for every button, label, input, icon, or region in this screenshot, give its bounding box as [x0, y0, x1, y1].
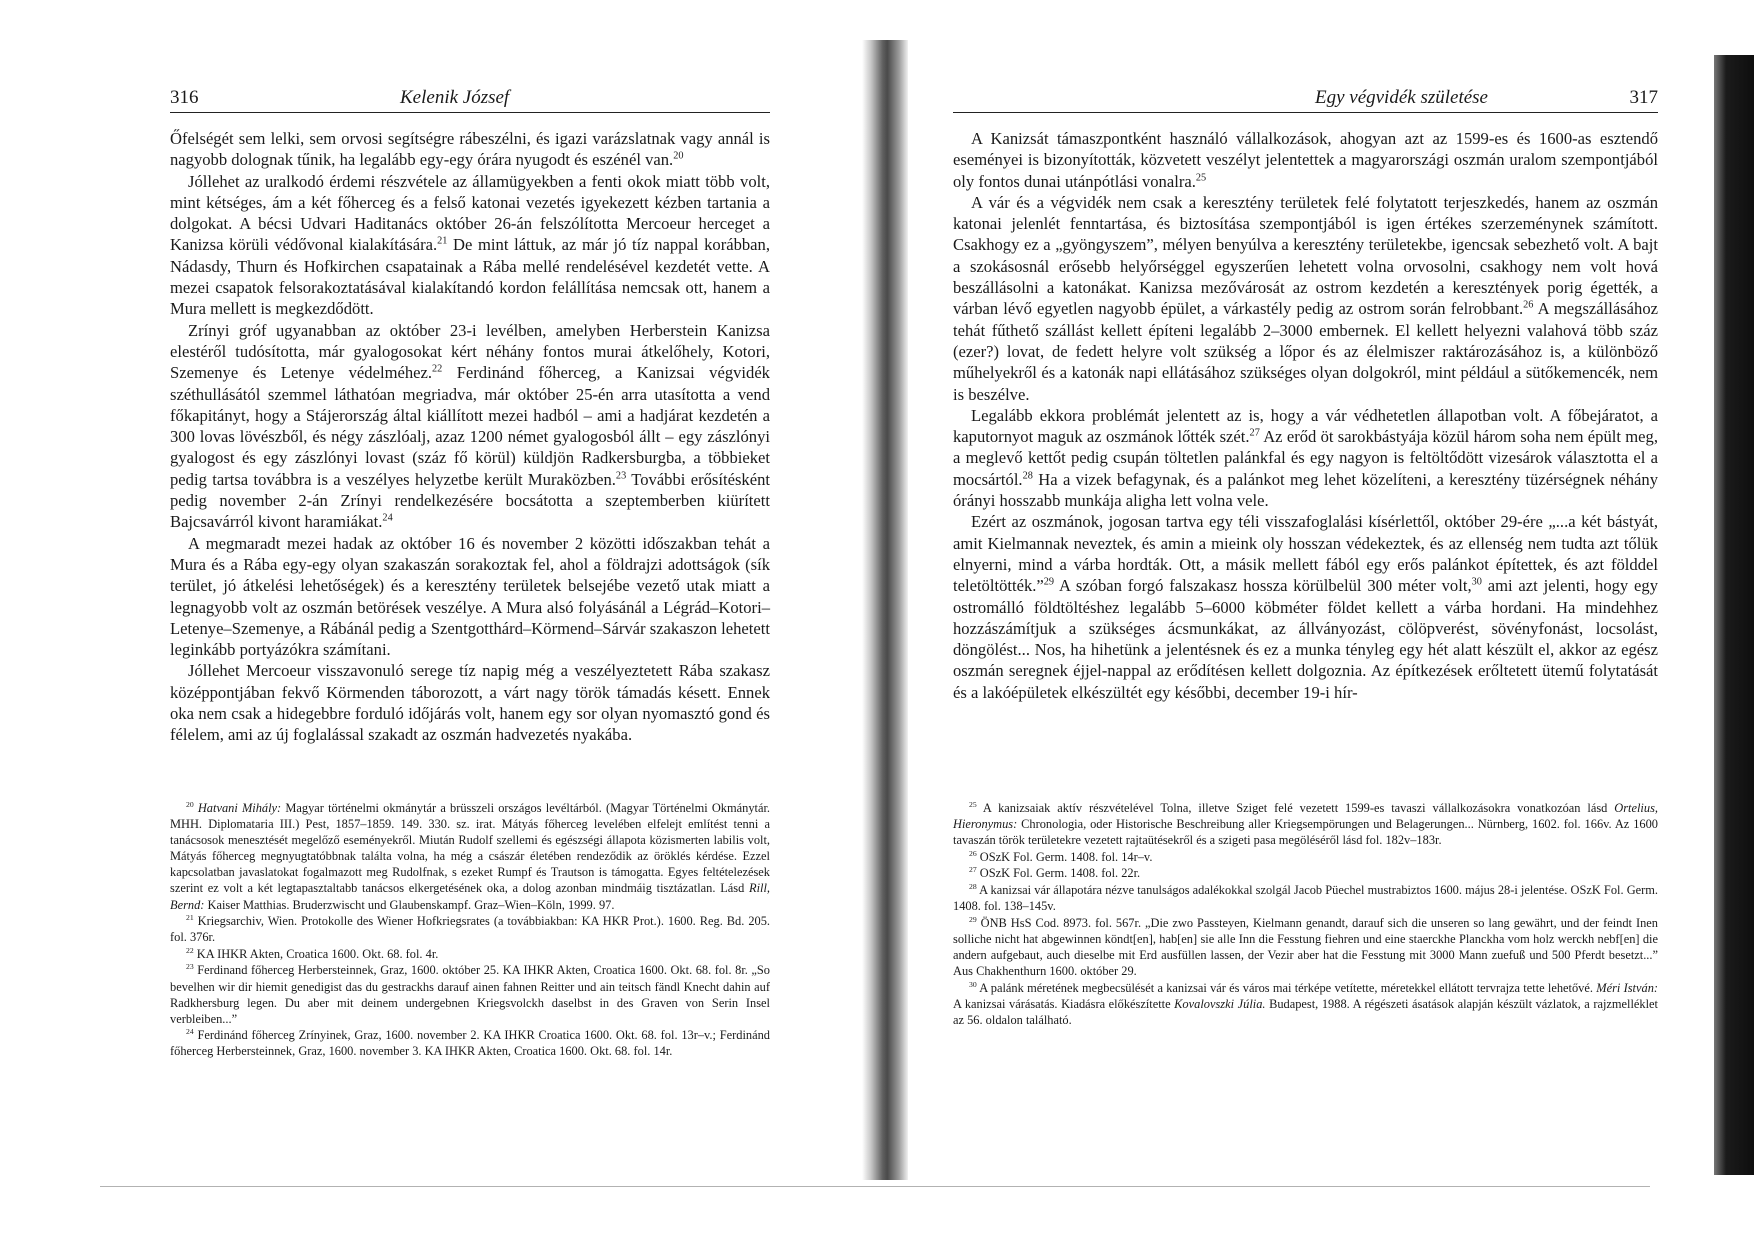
- text-run: Legalább ekkora problémát jelentett az is, hogy a vár védhetetlen állapotban volt. A főbejáratot, a kaputornyot maguk az oszmánok lőtték szét.: [953, 405, 1658, 447]
- text-run: A kanizsaiak aktív részvételével Tolna, illetve Sziget felé vezetett 1599-es tavaszi vállalkozásokra vonatkozóan lásd: [976, 801, 1615, 815]
- text-run: Zrínyi gróf ugyanabban az október 23-i levélben, amelyben Herberstein Kanizsa elestéről tudósította, már gyalogosokat kért néhány fontos murai átkelőhely, Kotori, Szemenye és Letenye védelméhez.: [170, 320, 770, 383]
- footnote-marker: 27: [969, 865, 977, 875]
- footnote-marker: 29: [969, 914, 977, 924]
- right-page: [870, 0, 1754, 1239]
- paragraph: [170, 171, 770, 320]
- text-run: Ferdinánd főherceg, a Kanizsai végvidék széthullásától szemmel láthatóan megriadva, már október 25-én arra utasította a vend főkapitányt, hogy a Stájerország által kiállított mezei hadból – ami a hadjárat kezdetén a 300 lovas lövészből, és négy zászlóalj, azaz 1200 német gyalogosból állt – egy zászlónyi gyalogost és egy zászlónyi lovast (száz fő körül) küldjön Radkersburgba, a többieket pedig tartsa továbbra is a veszélyes helyzetbe került Muraközben.: [170, 363, 770, 489]
- text-run: Ferdinánd főherceg Zrínyinek, Graz, 1600. november 2. KA IHKR Croatica 1600. Okt. 68. fol. 13r–v.; Ferdinánd főherceg Herbersteinnek, Graz, 1600. november 3. KA IHKR Akten, Croatica 1600. Okt. 68. fol. 14r.: [170, 1028, 770, 1059]
- footnote-marker: 25: [969, 799, 977, 809]
- text-run: Jóllehet az uralkodó érdemi részvétele az államügyekben a fenti okok miatt több volt, mint kétséges, ám a két főherceg és a felső katonai vezetés igyekezett kézben tartania a dolgokat. A bécsi Udvari Haditanács október 26-án felszólította Mercoeur herceget a Kanizsa körüli védővonal kialakítására.: [170, 171, 770, 255]
- running-head: Egy végvidék születése: [1314, 87, 1488, 108]
- italic-text: Ortelius, Hieronymus:: [953, 801, 1658, 832]
- italic-text: Hatvani Mihály:: [197, 801, 282, 815]
- text-run: ami azt jelenti, hogy egy ostromálló földtöltéshez legalább 5–6000 köbméter földet kellett a várba hordani. Ha mindehhez hozzászámítjuk a szükséges ácsmunkákat, az állványozást, cölöpverést, sövényfonást, locsolást, döngölést... Nos, ha hihetünk a jelentésnek és ez a munka tényleg egy hét alatt készült el, akkor az egész oszmán seregnek éjjel-nappal az erődítésen kellett dolgoznia. Az építkezések erőltetett ütemű folytatását és a lakóépületek elkészültét egy későbbi, december 19-i hír-: [953, 576, 1658, 702]
- footnote: [953, 882, 1658, 914]
- text-run: Jóllehet Mercoeur visszavonuló serege tíz napig még a veszélyeztetett Rába szakasz középpontjában fekvő Körmenden táborozott, a várt nagy török támadás késett. Ennek oka nem csak a hidegebbre forduló időjárás volt, hanem egy sor olyan nyomasztó gond és félelem, ami az új foglalással szakadt az oszmán hadvezetés nyakába.: [170, 661, 770, 745]
- text-run: A vár és a végvidék nem csak a keresztény területek felé folytatott terjeszkedés, hanem az oszmán katonai jelenlét fenntartása, és biztosítása szempontjából is igen értékes szerzeménynek számított. Csakhogy ez a „gyöngyszem”, mélyen benyúlva a keresztény területekbe, igencsak sebezhető volt. A bajt a szokásosnál erősebb helyőrséggel egyszerűen lehetett volna orvosolni, csakhogy nem volt hová beszállásolni a katonákat. Kanizsa mezővárosát az ostrom kezdetén a keresztények porig égették, a várban lévő egyetlen nagyobb épület, a várkastély pedig az ostrom során felrobbant.: [953, 192, 1658, 319]
- text-run: Kaiser Matthias. Bruderzwischt und Glaubenskampf. Graz–Wien–Köln, 1999. 97.: [204, 897, 615, 912]
- paragraph: [170, 533, 770, 661]
- text-run: További erősítésként pedig november 2-án Zrínyi rendelkezésére bocsátotta a szeptemberben kiürített Bajcsavárról kivont haramiákat.: [170, 469, 770, 532]
- footnote-marker: 22: [432, 363, 443, 375]
- footnote: [953, 849, 1658, 865]
- text-run: Kriegsarchiv, Wien. Protokolle des Wiener Hofkriegsrates (a továbbiakban: KA HKR Prot.). 1600. Reg. Bd. 205. fol. 376r.: [170, 914, 770, 945]
- footnote-marker: 20: [186, 799, 194, 809]
- footnote-marker: 24: [186, 1027, 194, 1037]
- footnote-marker: 23: [615, 470, 627, 482]
- footnote-marker: 21: [186, 913, 194, 923]
- scan-bottom-edge: [100, 1186, 1650, 1187]
- footnote-marker: 27: [1249, 427, 1260, 439]
- footnote-marker: 21: [437, 235, 448, 247]
- footnote-marker: 26: [969, 848, 977, 858]
- italic-text: Rill, Bernd:: [170, 881, 770, 912]
- text-run: OSzK Fol. Germ. 1408. fol. 14r–v.: [976, 849, 1153, 864]
- paragraph: [953, 128, 1658, 192]
- footnote-marker: 20: [673, 150, 684, 162]
- text-run: A szóban forgó falszakasz hossza körülbelül 300 méter volt,: [1054, 576, 1472, 596]
- page-edge-shadow: [1714, 55, 1754, 1175]
- footnote-marker: 25: [1195, 172, 1207, 184]
- text-run: De mint láttuk, az már jó tíz nappal korábban, Nádasdy, Thurn és Hofkirchen csapatainak a Rába mellé rendelésével kezdetét vette. A mezei csapatok felsorakoztatásával kialakítandó kordon felállítása nemcsak ott, hanem a Mura mellett is megkezdődött.: [170, 235, 770, 319]
- text-run: ÖNB HsS Cod. 8973. fol. 567r. „Die zwo Passteyen, Kielmann genandt, darauf sich die unseren so lang gewährt, und der feindt Inen solliche nicht hat abgewinnen köndt[en], hab[en] sie alle Inn die Fesstung fiehren und eine staerckhe Planckha vom holz werckh nebf[en] die andern aufgebaut, auch dieselbe mit Erd ausfüllen lassen, der Vezir aber hat die Fesstung mit 3000 Mann zuefuß und 500 Pferdt besetzt...” Aus Chakhenthurn 1600. október 29.: [953, 915, 1658, 978]
- footnote: [170, 1027, 770, 1059]
- footnote-marker: 28: [1022, 470, 1033, 482]
- body-text: [953, 128, 1658, 703]
- text-run: A palánk méretének megbecsülését a kanizsai vár és város mai térképe vetítette, méretekkel ellátott tervrajza tette lehetővé.: [976, 980, 1597, 995]
- footnotes: [953, 800, 1658, 1028]
- italic-text: Méri István:: [1596, 980, 1659, 995]
- footnote-marker: 22: [186, 945, 194, 955]
- page-header: [953, 86, 1658, 113]
- footnote: [953, 980, 1658, 1028]
- footnote-marker: 24: [382, 512, 393, 524]
- text-run: A Kanizsát támaszpontként használó vállalkozások, ahogyan azt az 1599-es és 1600-as esztendő eseményei is bizonyították, közvetett veszélyt jelentettek a magyarországi oszmán uralom szempontjából oly fontos dunai utánpótlási vonalra.: [953, 129, 1658, 191]
- footnote: [953, 800, 1658, 848]
- footnote-marker: 23: [186, 962, 194, 972]
- footnote-marker: 30: [1471, 576, 1482, 588]
- text-run: A megmaradt mezei hadak az október 16 és november 2 közötti időszakban tehát a Mura és a Rába egy-egy olyan szakaszán sorakoztak fel, ahol a földrajzi adottságok (sík terület, jó átkelési lehetőségek) és a keresztény területek belsejébe vezető utak miatt a legnagyobb volt az oszmán betörések veszélye. A Mura alsó folyásánál a Légrád–Kotori–Letenye–Szemenye, a Rábánál pedig a Szentgotthárd–Körmend–Sárvár szakaszon lehetett leginkább portyázókra számítani.: [170, 533, 770, 660]
- paragraph: [170, 128, 770, 171]
- footnote-marker: 26: [1523, 299, 1534, 311]
- paragraph: [953, 192, 1658, 405]
- page-number: 317: [1629, 87, 1658, 108]
- text-run: A kanizsai várásatás. Kiadásra előkészítette: [953, 996, 1175, 1011]
- footnote: [170, 800, 770, 913]
- text-run: Magyar történelmi okmánytár a brüsszeli országos levéltárból. (Magyar Történelmi Okmánytár. MHH. Diplomataria III.) Pest, 1857–1859. 149. 330. sz. irat. Mátyás főherceg levelében elfelejt említést tenni a tanácsosok menesztését megelőző eseményekről. Miután Rudolf szellemi és egészségi állapota közismerten labilis volt, Mátyás főherceg megnyugtatóbbnak találta volna, ha még a császár életében rendeződik az öröklés kérdése. Ezzel kapcsolatban javaslatokat fogalmazott meg Rudolfnak, s ezeket Rumpf és Trautson is támogatta. Egyes feltételezések szerint ez volt a két legtapasztaltabb tanácsos elkergetésének oka, a dolog azonban mindmáig tisztázatlan. Lásd: [170, 801, 770, 896]
- paragraph: [953, 405, 1658, 511]
- footnote: [170, 913, 770, 945]
- text-run: Őfelségét sem lelki, sem orvosi segítségre rábeszélni, és igazi varázslatnak vagy annál is nagyobb dolognak tűnik, ha legalább egy-egy órára nyugodt és eszénél van.: [170, 129, 770, 170]
- page-header: [170, 86, 770, 113]
- italic-text: Kovalovszki Júlia.: [1174, 996, 1266, 1011]
- footnote: [170, 946, 770, 962]
- footnotes: [170, 800, 770, 1060]
- running-head: Kelenik József: [400, 87, 510, 108]
- text-run: Budapest, 1988. A régészeti ásatások alapján készült vázlatok, a rajzmelléklet az 56. oldalon található.: [953, 996, 1658, 1027]
- footnote-marker: 28: [969, 881, 977, 891]
- footnote-marker: 29: [1043, 576, 1055, 588]
- paragraph: [170, 660, 770, 745]
- footnote: [953, 865, 1658, 881]
- text-run: Ezért az oszmánok, jogosan tartva egy téli visszafoglalási kísérlettől, október 29-ére „...a két bástyát, amit Kielmannak neveztek, és amin a mieink oly hosszan védekeztek, és az ellenség nem tudta azt tőlük elnyerni, mind a várba hordták. Ott, a másik mellett fából egy erős palánkot építettek, és azt földdel teletöltötték.”: [953, 512, 1658, 596]
- paragraph: [170, 320, 770, 533]
- paragraph: [953, 511, 1658, 703]
- text-run: Ha a vizek befagynak, és a palánkot meg lehet közelíteni, a keresztény tüzérségnek néhány órányi hosszabb munkája aligha lett volna vele.: [953, 469, 1658, 511]
- left-page: [0, 0, 870, 1239]
- footnote: [170, 962, 770, 1026]
- text-run: KA IHKR Akten, Croatica 1600. Okt. 68. fol. 4r.: [193, 946, 439, 961]
- text-run: OSzK Fol. Germ. 1408. fol. 22r.: [976, 866, 1141, 881]
- footnote-marker: 30: [969, 979, 977, 989]
- text-run: Chronologia, oder Historische Beschreibung aller Kriegsempörungen und Belagerungen... Nürnberg, 1602. fol. 166v. Az 1600 tavaszán török területekre vezetett rajtaütésekről és a szigeti pasa megöléséről lásd fol. 182v–183r.: [953, 817, 1658, 848]
- text-run: Az erőd öt sarokbástyája közül három soha nem épült meg, a meglevő kettőt pedig csupán töltetlen palánkfal és egy nagyon is feltöltődött vizesárok választotta el a mocsártól.: [953, 427, 1658, 489]
- text-run: A kanizsai vár állapotára nézve tanulságos adalékokkal szolgál Jacob Püechel mustrabiztos 1600. május 28-i jelentése. OSzK Fol. Germ. 1408. fol. 138–145v.: [953, 882, 1658, 914]
- text-run: Ferdinand főherceg Herbersteinnek, Graz, 1600. október 25. KA IHKR Akten, Croatica 1600. Okt. 68. fol. 8r. „So bevelhen wir dir hiemit genedigist das du gestrackhs darauf ainen fahnen Reitter und ain teitsch fändl Knecht dahin auf Radkhersburg legen. Du aber mit deinem undergebnen Kriegsvolckh daselbst in des Graven von Serin Insel verbleiben...”: [170, 963, 770, 1026]
- body-text: [170, 128, 770, 746]
- page-number: 316: [170, 87, 199, 108]
- footnote: [953, 915, 1658, 979]
- text-run: A megszállásához tehát fűthető szállást kellett építeni legalább 2–3000 embernek. El kellett helyezni valahová több száz (ezer?) lovat, de fedett helyre volt szükség a lőpor és az élelmiszer raktározásához is, a különböző műhelyekről és a katonák napi ellátásához szükséges olyan dolgokról, mint például a sütőkemencék, nem is beszélve.: [953, 299, 1658, 404]
